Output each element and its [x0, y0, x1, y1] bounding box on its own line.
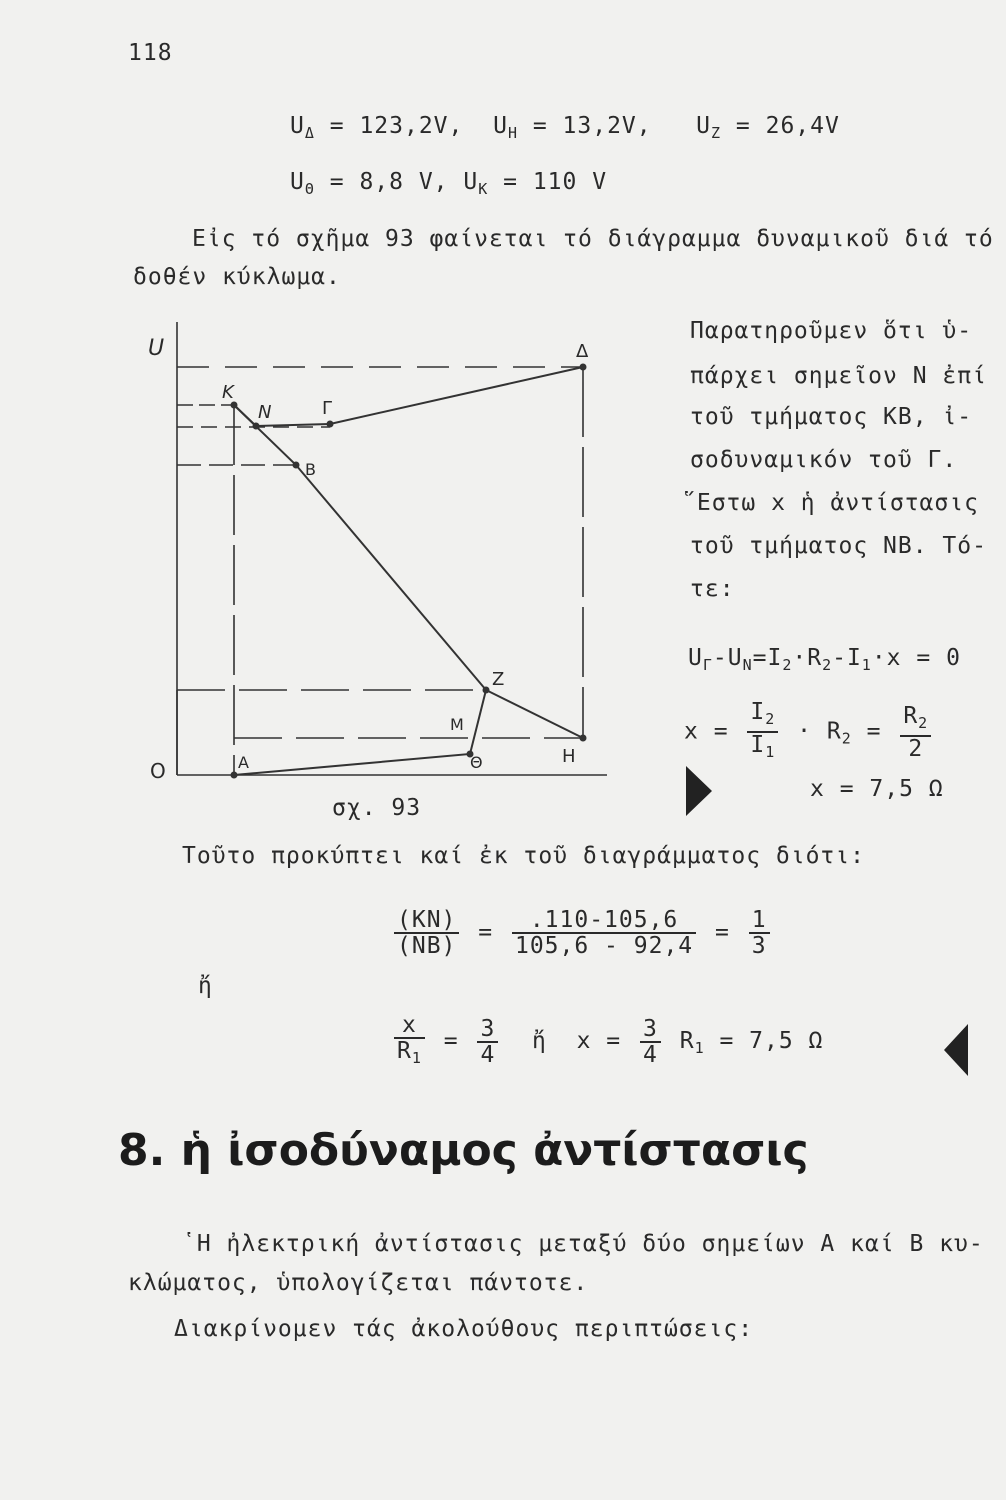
u-k-sub: K: [478, 180, 489, 198]
side-line-5: ῞Εστω x ἡ ἀντίστασις: [682, 490, 979, 516]
ratio-num3: 1: [749, 908, 770, 934]
ratio2-or: ἤ: [532, 1028, 547, 1054]
eq2-lhs: x =: [684, 718, 729, 745]
ratio-kn-nb: [390, 908, 774, 958]
point-z: [483, 687, 490, 694]
ratio2-num3: 3: [640, 1017, 661, 1043]
figure-caption: σχ. 93: [332, 795, 422, 821]
eq1-s4: 2: [822, 656, 833, 674]
voltage-line-2: [290, 169, 607, 198]
ratio-eq1: =: [478, 919, 494, 946]
u-delta-value: = 123,2V,: [329, 113, 464, 139]
ratio-num: (KN): [394, 908, 459, 934]
u-z-symbol: U: [696, 113, 712, 139]
arrow-marker-right: [686, 766, 712, 816]
arrow-marker-left: [944, 1024, 968, 1076]
u-k-value: = 110 V: [503, 169, 608, 195]
fraction-kn-nb: [394, 908, 459, 958]
intro-line-2: δοθέν κύκλωμα.: [133, 264, 341, 290]
ratio2-eq: =: [443, 1028, 459, 1054]
or-word: ἤ: [198, 973, 213, 999]
ratio2-den: R: [397, 1038, 412, 1064]
point-gamma: [327, 421, 334, 428]
para1-line-2: κλώματος, ὑπολογίζεται πάντοτε.: [128, 1270, 589, 1296]
ratio2-den2: 4: [480, 1041, 496, 1068]
para1-line-1: ῾Η ἠλεκτρική ἀντίστασις μεταξύ δύο σημείων A καί B κυ-: [182, 1231, 984, 1257]
ratio-den3: 3: [751, 933, 767, 959]
label-a: A: [238, 753, 249, 772]
side-line-3: τοῦ τμήματος KB, ἰ-: [690, 404, 973, 430]
side-line-2: πάρχει σημεῖον N ἐπί: [690, 363, 987, 389]
eq2-den2: 2: [908, 735, 924, 762]
axis-label-u: U: [148, 336, 165, 361]
eq1-mid: =I: [752, 645, 783, 671]
label-k: K: [222, 382, 234, 403]
eq2-num2: R: [903, 702, 919, 729]
u-k-symbol: U: [463, 169, 479, 195]
ratio-den2: 105,6 - 92,4: [514, 933, 694, 959]
u-z-value: = 26,4V: [735, 113, 840, 139]
origin-label: O: [150, 759, 166, 783]
u-delta-symbol: U: [290, 113, 305, 139]
label-theta: Θ: [470, 753, 483, 772]
label-n: N: [258, 402, 272, 423]
eq2-eq: =: [866, 718, 882, 745]
u-theta-sub: Θ: [304, 180, 315, 198]
label-z: Z: [492, 669, 505, 690]
eq1-s3: 2: [782, 656, 793, 674]
ratio2-x: x =: [576, 1028, 622, 1054]
fraction-one-third: [749, 908, 770, 958]
label-b: B: [305, 460, 316, 479]
u-h-value: = 13,2V,: [532, 113, 652, 139]
intro-line-1: Εἰς τό σχῆμα 93 φαίνεται τό διάγραμμα δυναμικοῦ διά τό: [192, 226, 994, 252]
u-z-sub: Z: [711, 124, 722, 142]
u-theta-value: = 8,8 V,: [329, 169, 449, 195]
eq1-s1: Γ: [702, 656, 713, 674]
ratio-den: (NB): [397, 933, 457, 959]
section-heading: 8. ἡ ἰσοδύναμος ἀντίστασις: [118, 1125, 809, 1176]
point-a: [231, 772, 238, 779]
side-line-4: σοδυναμικόν τοῦ Γ.: [690, 447, 958, 473]
fraction-x-r1: [394, 1013, 425, 1070]
label-m: M: [450, 715, 464, 734]
u-delta-sub: Δ: [304, 124, 315, 142]
label-h: H: [562, 746, 576, 767]
ratio-eq2: =: [715, 919, 730, 946]
point-b: [293, 462, 300, 469]
ratio2-dens: 1: [411, 1049, 422, 1067]
ratio2-r: R: [679, 1028, 695, 1054]
eq2-num1: I: [750, 699, 766, 725]
label-delta: Δ: [576, 341, 589, 362]
u-h-symbol: U: [493, 113, 508, 139]
eq1-r: ·R: [792, 645, 823, 671]
fraction-i2-i1: [747, 700, 778, 764]
ratio2-rs: 1: [694, 1039, 705, 1057]
equation-x-fraction: [684, 700, 935, 764]
fraction-r2-2: [900, 704, 931, 761]
equation-result: x = 7,5 Ω: [810, 776, 944, 802]
eq1-i: -I: [832, 645, 862, 671]
ratio2-tail: = 7,5 Ω: [719, 1028, 824, 1054]
ratio2-den3: 4: [643, 1041, 658, 1068]
para2: Διακρίνομεν τάς ἀκολούθους περιπτώσεις:: [174, 1316, 754, 1342]
side-line-7: τε:: [690, 576, 735, 602]
potential-diagram: [140, 318, 620, 838]
fraction-three-quarters: [477, 1017, 498, 1067]
eq2-dot: · R: [797, 718, 842, 745]
eq1-u2: -U: [712, 645, 743, 671]
label-gamma: Γ: [322, 398, 333, 419]
equation-potential: [688, 645, 961, 674]
ratio-x-r1: [390, 1013, 823, 1070]
eq2-num2s: 2: [918, 713, 929, 732]
point-n: [253, 423, 260, 430]
eq1-tail: ·x = 0: [871, 645, 961, 671]
eq2-den1s: 1: [765, 743, 776, 761]
after-text: Τοῦτο προκύπτει καί ἐκ τοῦ διαγράμματος διότι:: [182, 843, 865, 869]
eq1-s2: N: [742, 656, 753, 674]
side-line-6: τοῦ τμήματος NB. Τό-: [690, 533, 987, 559]
point-delta: [580, 364, 587, 371]
fraction-three-quarters-2: [640, 1017, 661, 1067]
ratio2-num2: 3: [477, 1017, 498, 1043]
eq2-num1s: 2: [765, 710, 776, 728]
ratio2-num: x: [394, 1013, 425, 1039]
ratio-num2: .110-105,6: [512, 908, 696, 934]
side-line-1: Παρατηροῦμεν ὅτι ὑ-: [690, 318, 973, 344]
fraction-voltages: [512, 908, 696, 958]
eq2-den1: I: [750, 732, 766, 758]
point-h: [580, 735, 587, 742]
eq2-rs: 2: [841, 729, 852, 748]
voltage-line-1: [290, 113, 840, 142]
eq1-s5: 1: [861, 656, 872, 674]
page-number: 118: [128, 40, 173, 66]
u-theta-symbol: U: [290, 169, 305, 195]
eq1-u1: U: [688, 645, 703, 671]
u-h-sub: H: [507, 124, 518, 142]
